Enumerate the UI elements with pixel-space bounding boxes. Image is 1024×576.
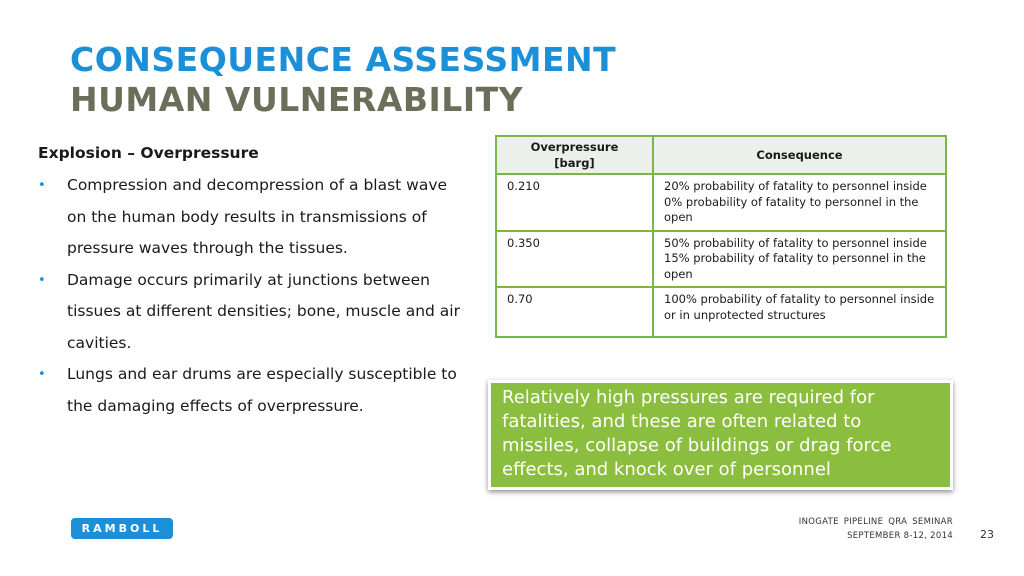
slide-title: CONSEQUENCE ASSESSMENT — [70, 40, 617, 79]
column-header-consequence: Consequence — [653, 136, 946, 174]
table-row — [496, 174, 946, 231]
bullet-item — [38, 359, 468, 422]
page-number: 23 — [980, 528, 994, 541]
consequence-line: 0% probability of fatality to personnel in the open — [664, 194, 919, 224]
table-row — [496, 231, 946, 288]
consequence-line: 50% probability of fatality to personnel inside — [664, 235, 927, 250]
left-content — [38, 142, 468, 422]
consequence-cell — [653, 174, 946, 231]
overpressure-value: 0.350 — [496, 231, 653, 288]
consequence-cell — [653, 231, 946, 288]
section-heading: Explosion – Overpressure — [38, 144, 259, 162]
consequence-line: 20% probability of fatality to personnel inside — [664, 179, 927, 193]
overpressure-table — [495, 135, 947, 338]
column-header-overpressure: Overpressure [barg] — [496, 136, 653, 174]
table-row — [496, 287, 946, 337]
bullet-icon: • — [38, 178, 46, 193]
footer-event: INOGATE PIPELINE QRA SEMINAR — [798, 517, 953, 527]
overpressure-value: 0.210 — [496, 174, 653, 231]
overpressure-value: 0.70 — [496, 287, 653, 337]
ramboll-logo: RAMBOLL — [71, 518, 173, 539]
consequence-line: 15% probability of fatality to personnel in the open — [664, 251, 926, 281]
bullet-list — [38, 170, 468, 422]
consequence-line: 100% probability of fatality to personnel inside or in unprotected structures — [664, 292, 935, 322]
bullet-text: Damage occurs primarily at junctions between tissues at different densities; bone, muscle and air cavities. — [67, 270, 460, 352]
bullet-text: Compression and decompression of a blast wave on the human body results in transmissions of pressure waves through the tissues. — [67, 176, 448, 257]
table-header-row — [496, 136, 946, 174]
footer-date: SEPTEMBER 8-12, 2014 — [847, 531, 953, 541]
callout-box: Relatively high pressures are required for fatalities, and these are often related to missiles, collapse of buildings or drag force effects, and knock over of personnel — [488, 380, 953, 490]
bullet-icon: • — [38, 272, 46, 288]
bullet-item — [38, 265, 468, 360]
consequence-cell — [653, 287, 946, 337]
bullet-item — [38, 170, 468, 265]
slide-subtitle: HUMAN VULNERABILITY — [70, 80, 524, 119]
bullet-icon: • — [38, 367, 46, 382]
bullet-text: Lungs and ear drums are especially susceptible to the damaging effects of overpressure. — [67, 365, 457, 415]
